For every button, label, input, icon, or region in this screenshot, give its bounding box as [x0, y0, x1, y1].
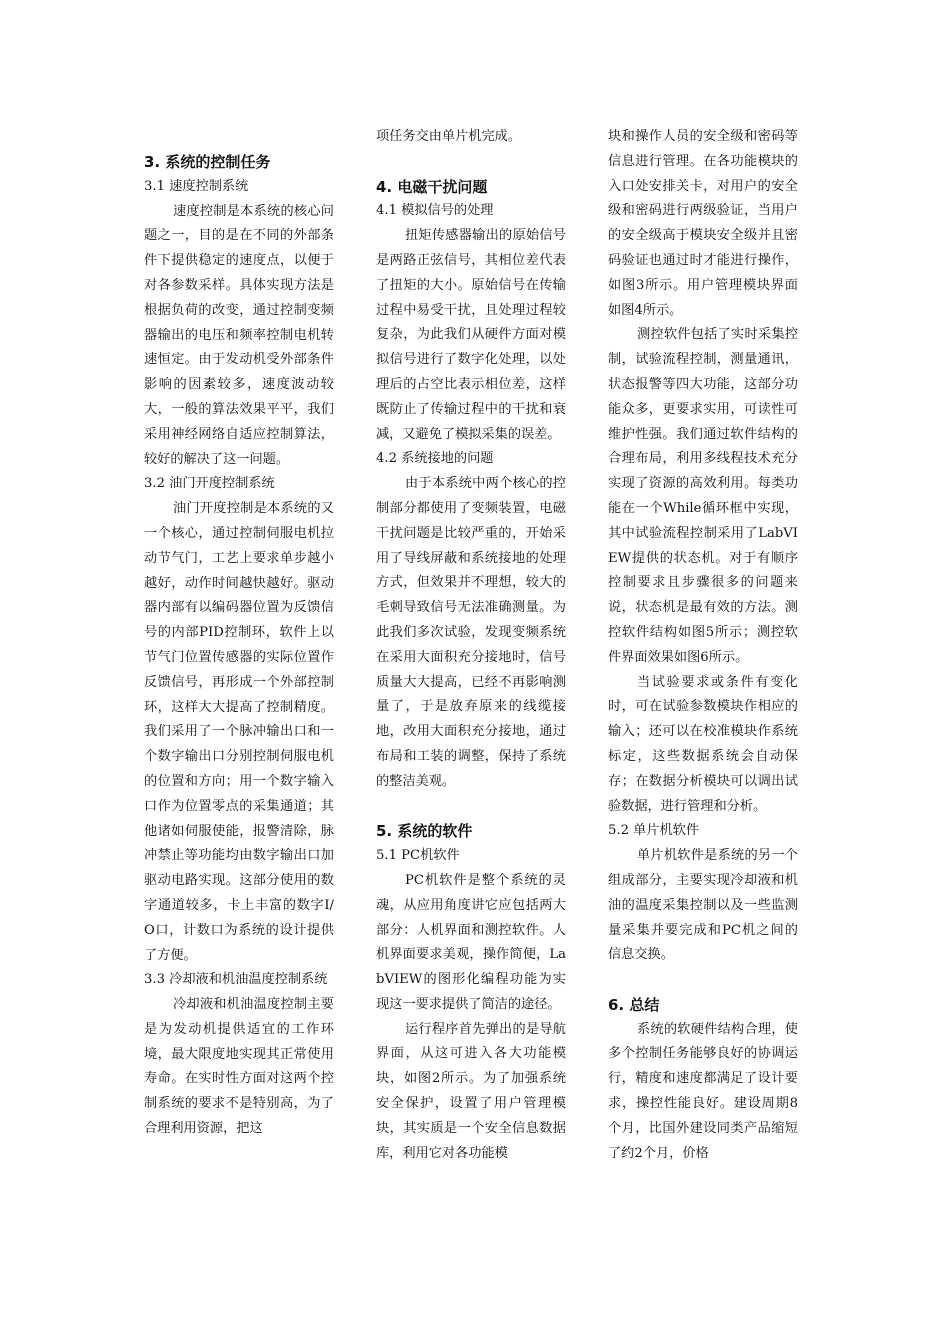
section-heading-5: 5. 系统的软件 — [376, 822, 473, 841]
paragraph-pc-software: PC机软件是整个系统的灵魂，从应用角度讲它应包括两大部分：人机界面和测控软件。人机界面要求美观，操作简便，LabVIEW的图形化编程功能为实现这一要求提供了简洁的途径。 — [376, 872, 566, 1012]
paragraph-continuation: 项任务交由单片机完成。 — [376, 129, 522, 144]
paragraph-test-parameters: 当试验要求或条件有变化时，可在试验参数模块作相应的输入；还可以在校准模块作系统标定，这些数据系统会自动保存；在数据分析模块可以调出试验数据，进行管理和分析。 — [608, 674, 798, 814]
subsection-heading-5-1: 5.1 PC机软件 — [376, 848, 460, 864]
subsection-heading-3-2: 3.2 油门开度控制系统 — [144, 476, 275, 492]
column-left — [144, 150, 334, 1142]
subsection-heading-3-1: 3.1 速度控制系统 — [144, 178, 249, 194]
paragraph-speed-control: 速度控制是本系统的核心问题之一，目的是在不同的外部条件下提供稳定的速度点，以便于对各参数采样。具体实现方法是根据负荷的改变，通过控制变频器输出的电压和频率控制电机转速恒定。由于发动机受外部条件影响的因素较多，速度波动较大，一般的算法效果平平，我们采用神经网络自适应控制算法，较好的解决了这一问题。 — [144, 203, 334, 467]
subsection-heading-4-2: 4.2 系统接地的问题 — [376, 451, 494, 467]
paragraph-navigation: 运行程序首先弹出的是导航界面，从这可进入各大功能模块，如图2所示。为了加强系统安全保护，设置了用户管理模块，其实质是一个安全信息数据库，利用它对各功能模 — [376, 1021, 566, 1161]
subsection-heading-3-3: 3.3 冷却液和机油温度控制系统 — [144, 972, 328, 988]
subsection-heading-4-1: 4.1 模拟信号的处理 — [376, 203, 494, 219]
section-heading-3: 3. 系统的控制任务 — [144, 153, 271, 171]
column-middle — [376, 125, 566, 1166]
subsection-heading-5-2: 5.2 单片机软件 — [608, 823, 700, 839]
paragraph-measurement-software: 测控软件包括了实时采集控制，试验流程控制，测量通讯，状态报警等四大功能，这部分功能众多，更要求实用，可读性可维护性强。我们通过软件结构的合理布局，利用多线程技术充分实现了资源的高效利用。每类功能在一个While循环框中实现，其中试验流程控制采用了LabVIEW提供的状态机。对于有顺序控制要求且步骤很多的问题来说，状态机是最有效的方法。测控软件结构如图5所示；测控软件界面效果如图6所示。 — [608, 327, 798, 665]
paragraph-analog-signal: 扭矩传感器输出的原始信号是两路正弦信号，其相位差代表了扭矩的大小。原始信号在传输过程中易受干扰，且处理过程较复杂，为此我们从硬件方面对模拟信号进行了数字化处理，以处理后的占空比表示相位差，这样既防止了传输过程中的干扰和衰减，又避免了模拟采集的误差。 — [376, 228, 566, 442]
paragraph-throttle-control: 油门开度控制是本系统的又一个核心，通过控制伺服电机拉动节气门，工艺上要求单步越小越好，动作时间越快越好。驱动器内部有以编码器位置为反馈信号的内部PID控制环，软件上以节气门位置传感器的实际位置作反馈信号，再形成一个外部控制环，这样大大提高了控制精度。我们采用了一个脉冲输出口和一个数字输出口分别控制伺服电机的位置和方向；用一个数字输入口作为位置零点的采集通道；其他诸如伺服使能，报警清除，脉冲禁止等功能均由数字输出口加驱动电路实现。这部分使用的数字通道较多，卡上丰富的数字I/O口，计数口为系统的设计提供了方便。 — [144, 501, 334, 963]
section-heading-6: 6. 总结 — [608, 995, 660, 1014]
paragraph-grounding: 由于本系统中两个核心的控制部分都使用了变频装置，电磁干扰问题是比较严重的，开始采用了导线屏蔽和系统接地的处理方式，但效果并不理想，较大的毛刺导致信号无法准确测量。为此我们多次试验，发现变频系统在采用大面积充分接地时，信号质量大大提高，已经不再影响测量了，于是放弃原来的线缆接地，改用大面积充分接地，通过布局和工装的调整，保持了系统的整洁美观。 — [376, 476, 566, 789]
paragraph-continuation: 块和操作人员的安全级和密码等信息进行管理。在各功能模块的入口处安排关卡，对用户的安全级和密码进行两级验证，当用户的安全级高于模块安全级并且密码验证也通过时才能进行操作，如图3所示。用户管理模块界面如图4所示。 — [608, 129, 798, 318]
column-right — [608, 125, 798, 1166]
section-heading-4: 4. 电磁干扰问题 — [376, 177, 488, 196]
paragraph-mcu-software: 单片机软件是系统的另一个组成部分，主要实现冷却液和机油的温度采集控制以及一些监测量采集并要完成和PC机之间的信息交换。 — [608, 848, 798, 963]
paragraph-summary: 系统的软硬件结构合理，使多个控制任务能够良好的协调运行，精度和速度都满足了设计要求，操控性能良好。建设周期8个月，比国外建设同类产品缩短了约2个月，价格 — [608, 1021, 798, 1161]
paragraph-temperature-control: 冷却液和机油温度控制主要是为发动机提供适宜的工作环境，最大限度地实现其正常使用寿命。在实时性方面对这两个控制系统的要求不是特别高，为了合理利用资源，把这 — [144, 997, 334, 1137]
